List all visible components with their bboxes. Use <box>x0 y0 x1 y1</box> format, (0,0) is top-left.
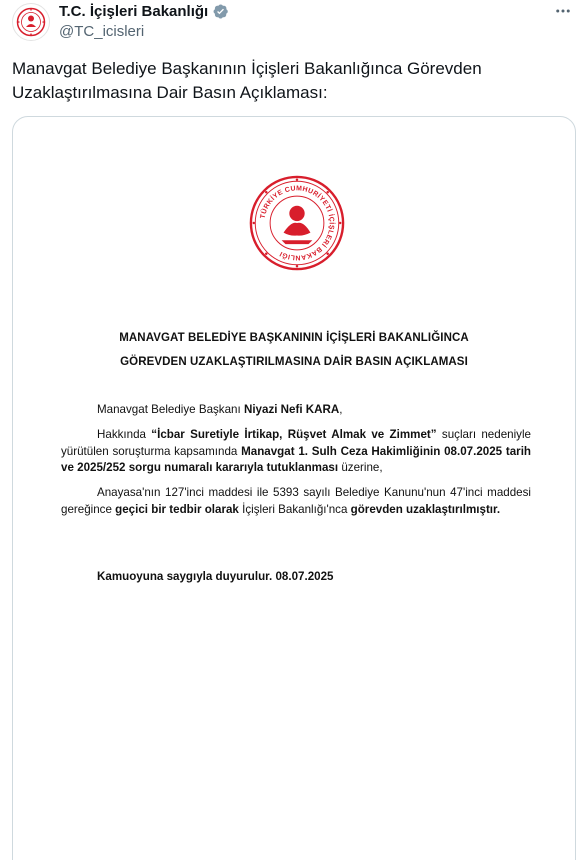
tweet-media-image[interactable] <box>12 116 576 860</box>
account-avatar[interactable] <box>12 3 50 41</box>
document-title-line2: GÖREVDEN UZAKLAŞTIRILMASINA DAİR BASIN AÇIKLAMASI <box>120 356 468 368</box>
more-options-icon[interactable] <box>552 0 574 22</box>
paragraph-2: Hakkında “İcbar Suretiyle İrtikap, Rüşvet Almak ve Zimmet” suçları nedeniyle yürütülen soruşturma kapsamında Manavgat 1. Sulh Ceza Hakimliğinin 08.07.2025 tarih ve 2025/252 sorgu numaralı kararıyla tutuklanması üzerine, <box>61 428 531 474</box>
ministry-seal-logo <box>249 175 345 271</box>
ministry-seal-icon <box>16 7 46 37</box>
ellipsis-icon <box>554 2 572 20</box>
account-name[interactable]: T.C. İçişleri Bakanlığı <box>59 3 209 20</box>
press-release-document <box>13 117 575 860</box>
svg-text:TÜRKİYE CUMHURİYETİ İÇİŞLERİ B: TÜRKİYE CUMHURİYETİ İÇİŞLERİ BAKANLIĞI <box>259 185 335 261</box>
tweet-header <box>12 0 576 48</box>
account-handle[interactable]: @TC_icisleri <box>59 23 145 40</box>
account-name-row[interactable] <box>59 3 229 20</box>
paragraph-3: Anayasa'nın 127'inci maddesi ile 5393 sayılı Belediye Kanunu'nun 47'inci maddesi gereğince geçici bir tedbir olarak İçişleri Bakanlığı'nca görevden uzaklaştırılmıştır. <box>61 486 531 516</box>
paragraph-1: Manavgat Belediye Başkanı Niyazi Nefi KARA, <box>97 403 343 416</box>
verified-badge-icon <box>212 3 229 20</box>
document-title-line1: MANAVGAT BELEDİYE BAŞKANININ İÇİŞLERİ BAKANLIĞINCA <box>119 332 469 344</box>
closing-line: Kamuoyuna saygıyla duyurulur. 08.07.2025 <box>97 570 334 583</box>
tweet-text: Manavgat Belediye Başkanının İçişleri Bakanlığınca Görevden Uzaklaştırılmasına Dair Basın Açıklaması: <box>12 59 482 102</box>
